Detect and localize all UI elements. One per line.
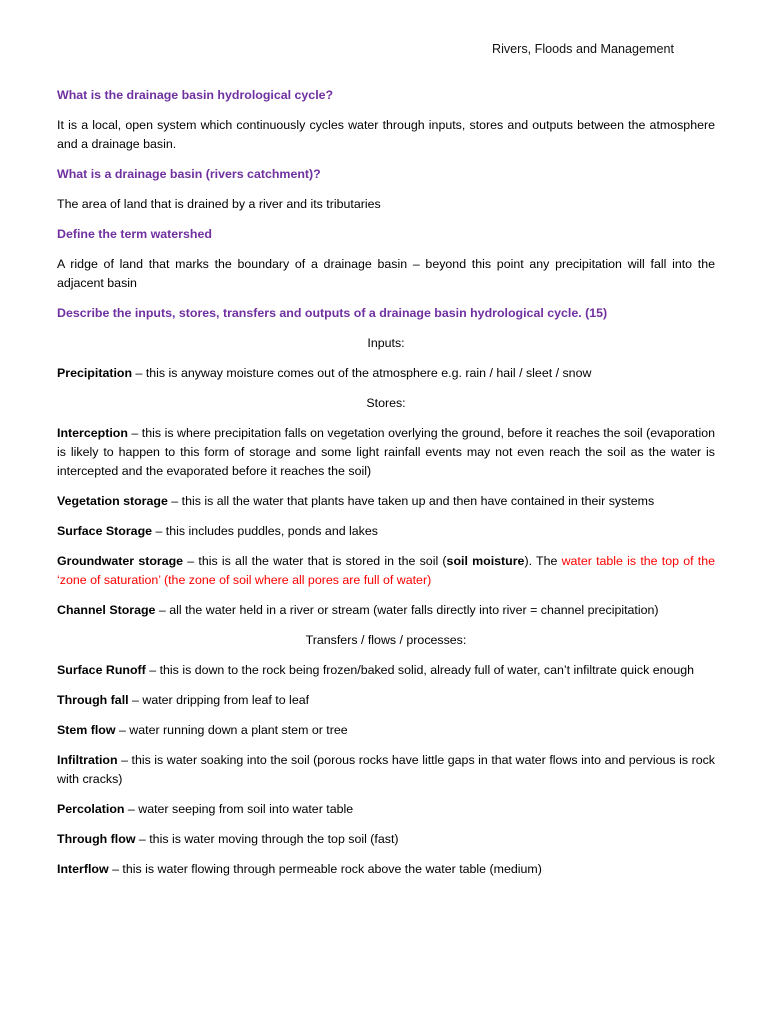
- text-stem-flow: – water running down a plant stem or tree: [115, 723, 348, 737]
- definition-surface-storage: [57, 522, 715, 541]
- definition-through-fall: [57, 691, 715, 710]
- text-through-fall: – water dripping from leaf to leaf: [128, 693, 310, 707]
- term-percolation: Percolation: [57, 802, 125, 816]
- term-stem-flow: Stem flow: [57, 723, 116, 737]
- definition-percolation: [57, 800, 715, 819]
- term-surface-storage: Surface Storage: [57, 524, 153, 538]
- document-body: [57, 86, 715, 890]
- text-percolation: – water seeping from soil into water table: [124, 802, 354, 816]
- term-soil-moisture: soil moisture: [446, 554, 525, 568]
- definition-stem-flow: [57, 721, 715, 740]
- term-groundwater-storage: Groundwater storage: [57, 554, 184, 568]
- definition-through-flow: [57, 830, 715, 849]
- definition-infiltration: [57, 751, 715, 789]
- text-surface-runoff: – this is down to the rock being frozen/baked solid, already full of water, can’t infiltrate quick enough: [145, 663, 695, 677]
- text-infiltration: – this is water soaking into the soil (porous rocks have little gaps in that water flows into and pervious is rock with cracks): [57, 753, 715, 786]
- text-precipitation: – this is anyway moisture comes out of the atmosphere e.g. rain / hail / sleet / snow: [132, 366, 592, 380]
- answer-watershed: A ridge of land that marks the boundary of a drainage basin – beyond this point any precipitation will fall into the adjacent basin: [57, 257, 715, 290]
- text-interflow: – this is water flowing through permeable rock above the water table (medium): [108, 862, 542, 876]
- term-through-fall: Through fall: [57, 693, 129, 707]
- term-precipitation: Precipitation: [57, 366, 133, 380]
- text-vegetation-storage: – this is all the water that plants have taken up and then have contained in their systems: [167, 494, 655, 508]
- question-describe-cycle: Describe the inputs, stores, transfers and outputs of a drainage basin hydrological cycle. (15): [57, 306, 608, 320]
- term-channel-storage: Channel Storage: [57, 603, 156, 617]
- stores-heading: Stores:: [366, 396, 406, 410]
- definition-interception: [57, 424, 715, 481]
- definition-interflow: [57, 860, 715, 879]
- term-interception: Interception: [57, 426, 128, 440]
- term-infiltration: Infiltration: [57, 753, 118, 767]
- term-vegetation-storage: Vegetation storage: [57, 494, 168, 508]
- term-surface-runoff: Surface Runoff: [57, 663, 146, 677]
- text-interception: – this is where precipitation falls on vegetation overlying the ground, before it reaches the soil (evaporation is likely to happen to this form of storage and some light rainfall events may not even reach the soil as the water is intercepted and the evaporated before it reaches the soil): [57, 426, 715, 478]
- text-channel-storage: – all the water held in a river or stream (water falls directly into river = channel precipitation): [155, 603, 659, 617]
- highlight-water-table: water table is the top of the ‘zone of saturation’ (the zone of soil where all pores are full of water): [57, 554, 715, 587]
- answer-drainage-basin-cycle: It is a local, open system which continuously cycles water through inputs, stores and outputs between the atmosphere and a drainage basin.: [57, 118, 715, 151]
- text-surface-storage: – this includes puddles, ponds and lakes: [152, 524, 378, 538]
- transfers-heading: Transfers / flows / processes:: [305, 633, 467, 647]
- definition-precipitation: [57, 364, 715, 383]
- question-watershed: Define the term watershed: [57, 227, 212, 241]
- text-groundwater-a: – this is all the water that is stored in the soil (: [183, 554, 447, 568]
- definition-surface-runoff: [57, 661, 715, 680]
- question-drainage-basin-cycle: What is the drainage basin hydrological cycle?: [57, 88, 334, 102]
- inputs-heading: Inputs:: [367, 336, 405, 350]
- definition-groundwater-storage: [57, 552, 715, 590]
- term-through-flow: Through flow: [57, 832, 136, 846]
- answer-drainage-basin: The area of land that is drained by a river and its tributaries: [57, 197, 381, 211]
- definition-channel-storage: [57, 601, 715, 620]
- page-header: Rivers, Floods and Management: [491, 42, 674, 56]
- text-groundwater-b: ). The: [524, 554, 562, 568]
- term-interflow: Interflow: [57, 862, 109, 876]
- definition-vegetation-storage: [57, 492, 715, 511]
- question-drainage-basin: What is a drainage basin (rivers catchment)?: [57, 167, 321, 181]
- text-through-flow: – this is water moving through the top soil (fast): [135, 832, 399, 846]
